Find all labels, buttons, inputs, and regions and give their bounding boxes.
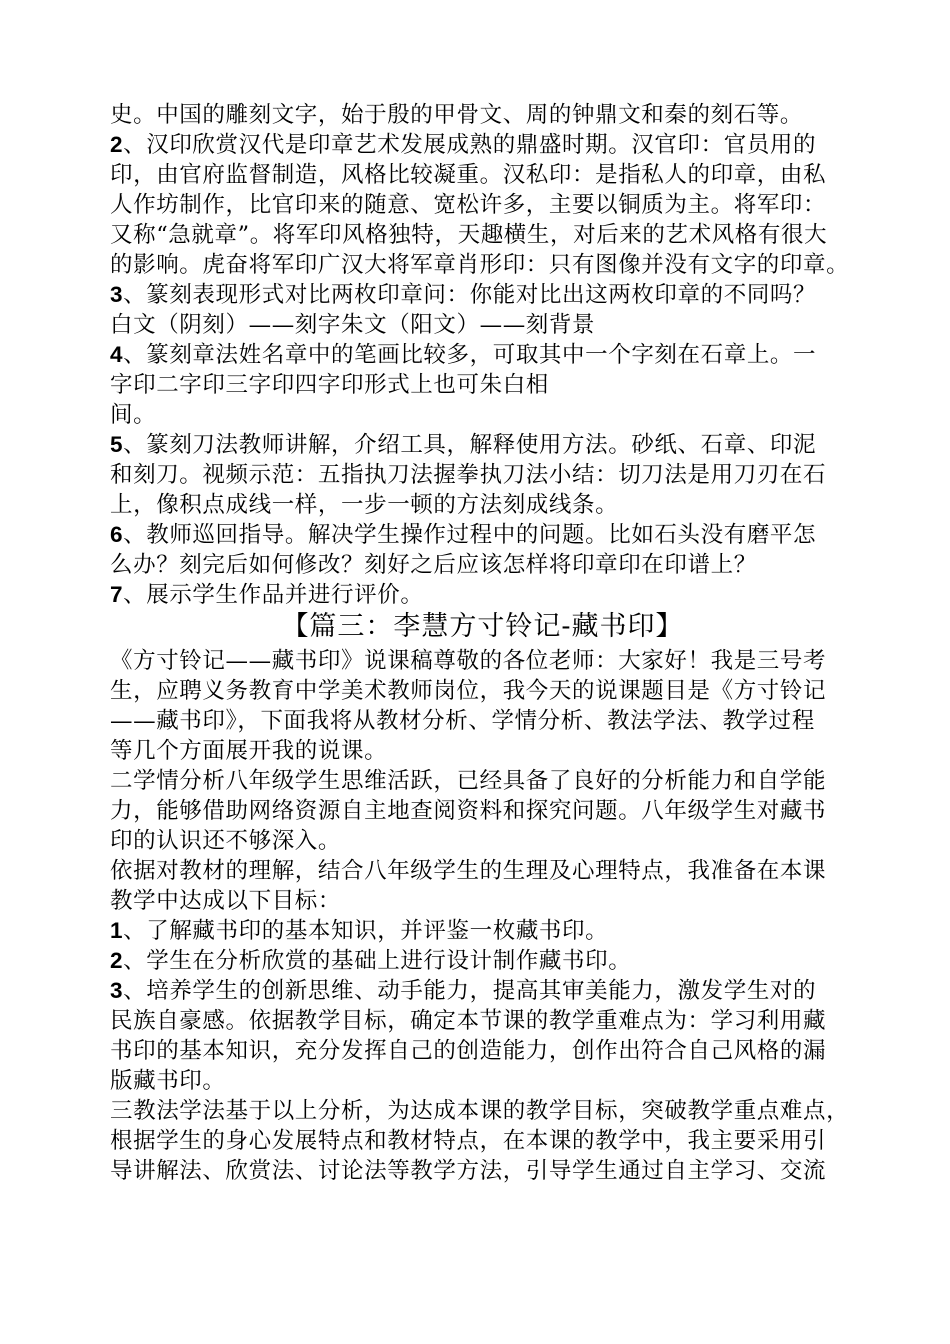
section-two-text [110, 100, 855, 610]
text-line [110, 520, 855, 550]
item-number: 5 [110, 432, 124, 457]
line-text: 字印二字印三字印四字印形式上也可朱白相 [110, 372, 549, 398]
item-number: 2 [110, 948, 124, 973]
text-line [110, 310, 855, 340]
text-line [110, 430, 855, 460]
text-line [110, 706, 855, 736]
item-number: 2 [110, 132, 124, 157]
line-text: 上，像积点成线一样，一步一顿的方法刻成线条。 [110, 492, 619, 518]
document-body [110, 100, 855, 1186]
text-line [110, 736, 855, 766]
line-text: 和刻刀。视频示范：五指执刀法握拳执刀法小结：切刀法是用刀刃在石 [110, 462, 827, 488]
text-line [110, 766, 855, 796]
line-text: 、教师巡回指导。解决学生操作过程中的问题。比如石头没有磨平怎 [123, 522, 817, 548]
line-text: 、篆刻表现形式对比两枚印章问：你能对比出这两枚印章的不同吗？ [123, 282, 817, 308]
text-line [110, 886, 855, 916]
text-line [110, 1096, 855, 1126]
line-text: 的影响。虎奋将军印广汉大将军章肖形印：只有图像并没有文字的印章。 [110, 252, 850, 278]
text-line [110, 340, 855, 370]
text-line [110, 550, 855, 580]
line-text: 么办？刻完后如何修改？刻好之后应该怎样将印章印在印谱上？ [110, 552, 757, 578]
line-text: 依据对教材的理解，结合八年级学生的生理及心理特点，我准备在本课 [110, 858, 827, 884]
item-number: 1 [110, 918, 124, 943]
text-line [110, 1006, 855, 1036]
text-line [110, 856, 855, 886]
text-line [110, 250, 855, 280]
text-line [110, 946, 855, 976]
text-line [110, 646, 855, 676]
line-text: 印，由官府监督制造，风格比较凝重。汉私印：是指私人的印章，由私 [110, 162, 827, 188]
line-text: 力，能够借助网络资源自主地查阅资料和探究问题。八年级学生对藏书 [110, 798, 827, 824]
text-line [110, 400, 855, 430]
line-text: 又称“急就章”。将军印风格独特，天趣横生，对后来的艺术风格有很大 [110, 222, 828, 248]
line-text: 版藏书印。 [110, 1068, 226, 1094]
text-line [110, 370, 855, 400]
item-number: 3 [110, 282, 124, 307]
line-text: 、展示学生作品并进行评价。 [123, 582, 424, 608]
text-line [110, 676, 855, 706]
line-text: ——藏书印》，下面我将从教材分析、学情分析、教法学法、教学过程 [110, 708, 815, 734]
text-line [110, 796, 855, 826]
item-number: 6 [110, 522, 124, 547]
text-line [110, 460, 855, 490]
text-line [110, 1066, 855, 1096]
line-text: 书印的基本知识，充分发挥自己的创造能力，创作出符合自己风格的漏 [110, 1038, 827, 1064]
line-text: 、学生在分析欣赏的基础上进行设计制作藏书印。 [123, 948, 632, 974]
line-text: 民族自豪感。依据教学目标，确定本节课的教学重难点为：学习利用藏 [110, 1008, 827, 1034]
line-text: 印的认识还不够深入。 [110, 828, 342, 854]
item-number: 7 [110, 582, 124, 607]
section-heading: 【篇三：李慧方寸铃记-藏书印】 [281, 611, 684, 642]
text-line [110, 160, 855, 190]
line-text: 白文（阴刻）——刻字朱文（阳文）——刻背景 [110, 312, 596, 338]
section-three-text [110, 646, 855, 1186]
text-line [110, 1156, 855, 1186]
text-line [110, 976, 855, 1006]
text-line [110, 580, 855, 610]
line-text: 三教法学法基于以上分析，为达成本课的教学目标，突破教学重点难点， [110, 1098, 850, 1124]
line-text: 、篆刻刀法教师讲解，介绍工具，解释使用方法。砂纸、石章、印泥 [123, 432, 817, 458]
text-line [110, 280, 855, 310]
text-line [110, 1036, 855, 1066]
line-text: 人作坊制作，比官印来的随意、宽松许多，主要以铜质为主。将军印： [110, 192, 827, 218]
line-text: 导讲解法、欣赏法、讨论法等教学方法，引导学生通过自主学习、交流 [110, 1158, 827, 1184]
line-text: 生，应聘义务教育中学美术教师岗位，我今天的说课题目是《方寸铃记 [110, 678, 827, 704]
text-line [110, 190, 855, 220]
line-text: 等几个方面展开我的说课。 [110, 738, 388, 764]
line-text: 、培养学生的创新思维、动手能力，提高其审美能力，激发学生对的 [123, 978, 817, 1004]
text-line [110, 1126, 855, 1156]
line-text: 、汉印欣赏汉代是印章艺术发展成熟的鼎盛时期。汉官印：官员用的 [123, 132, 817, 158]
text-line [110, 100, 855, 130]
text-line [110, 826, 855, 856]
line-text: 教学中达成以下目标： [110, 888, 342, 914]
line-text: 、了解藏书印的基本知识，并评鉴一枚藏书印。 [123, 918, 609, 944]
text-line [110, 220, 855, 250]
line-text: 二学情分析八年级学生思维活跃，已经具备了良好的分析能力和自学能 [110, 768, 827, 794]
line-text: 史。中国的雕刻文字，始于殷的甲骨文、周的钟鼎文和秦的刻石等。 [110, 102, 804, 128]
item-number: 4 [110, 342, 124, 367]
text-line [110, 490, 855, 520]
line-text: 《方寸铃记——藏书印》说课稿尊敬的各位老师：大家好！我是三号考 [110, 648, 827, 674]
text-line [110, 916, 855, 946]
line-text: 间。 [110, 402, 157, 428]
item-number: 3 [110, 978, 124, 1003]
line-text: 根据学生的身心发展特点和教材特点，在本课的教学中，我主要采用引 [110, 1128, 827, 1154]
line-text: 、篆刻章法姓名章中的笔画比较多，可取其中一个字刻在石章上。一 [123, 342, 817, 368]
text-line [110, 130, 855, 160]
